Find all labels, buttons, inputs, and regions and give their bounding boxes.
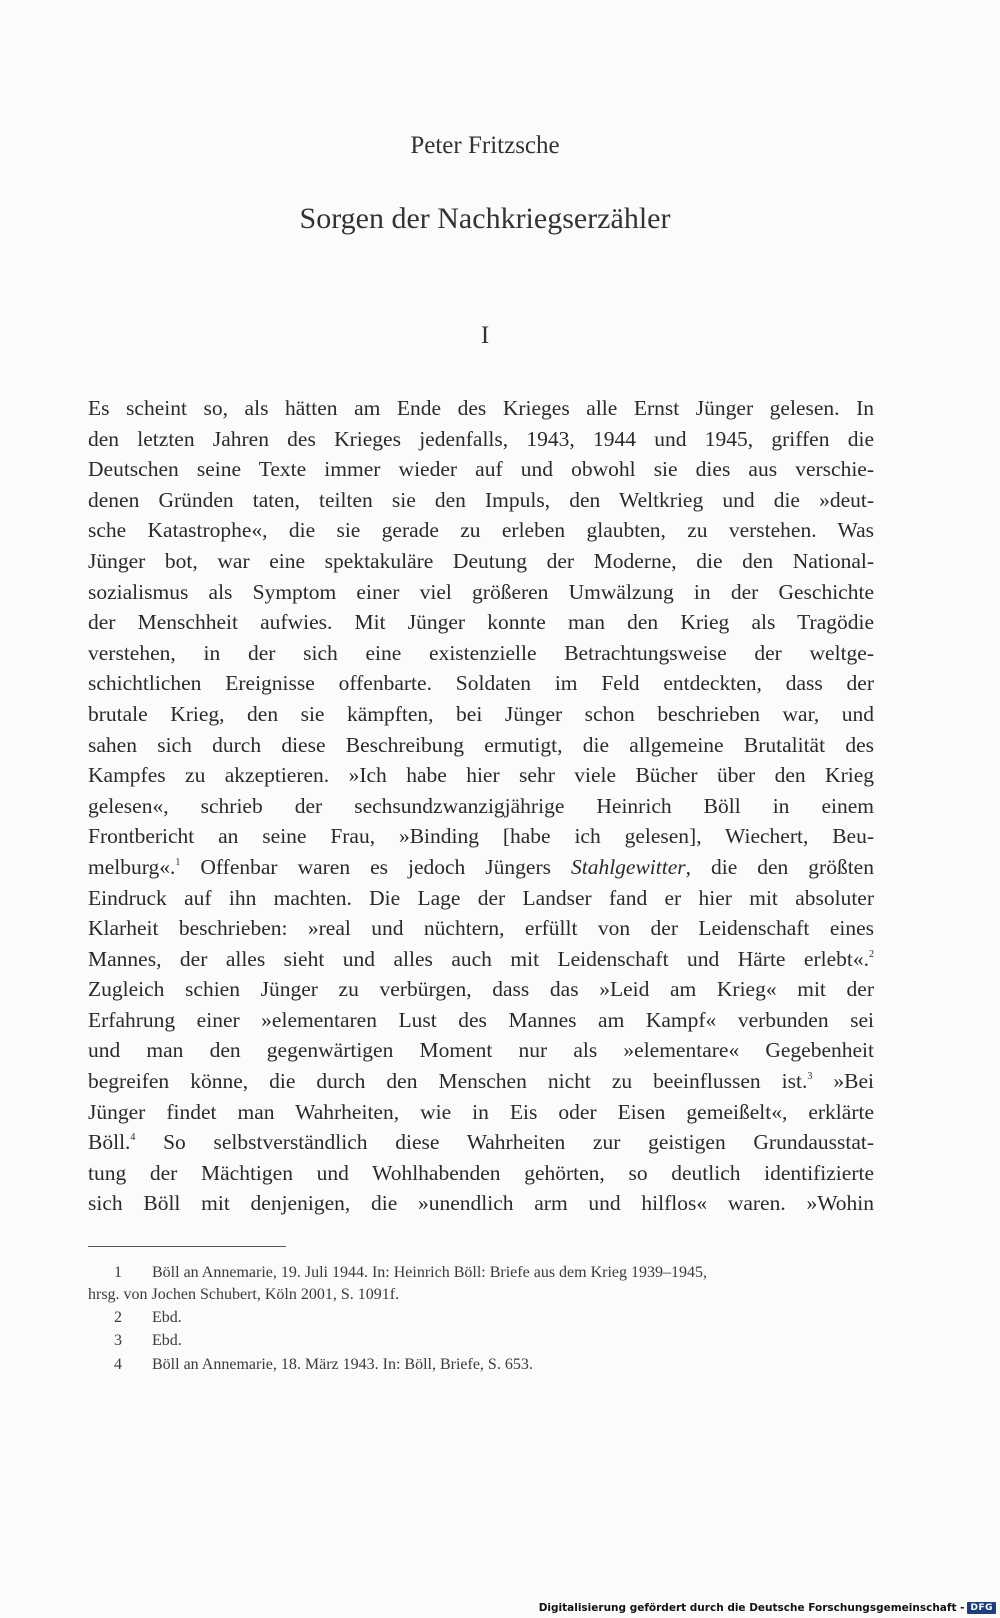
book-title: Stahlgewitter: [570, 854, 686, 879]
body-line: gelesen«, schrieb der sechsundzwanzigjährige Heinrich Böll in einem: [88, 793, 874, 818]
body-line: Böll.$^4$ So selbstverständlich diese Wahrheiten zur geistigen Grundausstat-: [88, 1130, 874, 1155]
credit-text: Digitalisierung gefördert durch die Deutsche Forschungsgemeinschaft -: [538, 1602, 965, 1614]
footnote-1-continuation: [88, 1284, 874, 1306]
body-line: der Menschheit aufwies. Mit Jünger konnte man den Krieg als Tragödie: [88, 610, 874, 635]
footnote-4: [88, 1354, 874, 1376]
body-line: begreifen könne, die durch den Menschen nicht zu beeinflussen ist.$^3$ »Bei: [88, 1069, 875, 1094]
body-line: und man den gegenwärtigen Moment nur als »elementare« Gegebenheit: [88, 1038, 874, 1063]
body-line: Frontbericht an seine Frau, »Binding [habe ich gelesen], Wiechert, Beu-: [88, 824, 874, 849]
digitization-credit: [539, 1602, 996, 1614]
body-line: Erfahrung einer »elementaren Lust des Mannes am Kampf« verbunden sei: [88, 1007, 874, 1032]
section-numeral: I: [480, 322, 490, 349]
footnote-3: [88, 1330, 874, 1352]
footnote-text: Ebd.: [152, 1332, 182, 1349]
body-line: Klarheit beschrieben: »real und nüchtern, erfüllt von der Leidenschaft eines: [88, 916, 874, 941]
body-line: tung der Mächtigen und Wohlhabenden gehörten, so deutlich identifizierte: [88, 1160, 874, 1185]
footnote-number: 2: [114, 1309, 122, 1326]
footnote-text: Böll an Annemarie, 19. Juli 1944. In: Heinrich Böll: Briefe aus dem Krieg 1939–1945,: [152, 1264, 708, 1281]
body-line: sozialismus als Symptom einer viel größeren Umwälzung in der Geschichte: [88, 579, 874, 604]
dfg-logo: DFG: [967, 1602, 996, 1614]
body-line: melburg«.$^1$ Offenbar waren es jedoch Jüngers Stahlgewitter, die den größten: [88, 854, 874, 879]
body-line: Eindruck auf ihn machten. Die Lage der Landser fand er hier mit absoluter: [88, 885, 874, 910]
body-line: schichtlichen Ereignisse offenbarte. Soldaten im Feld entdeckten, dass der: [88, 671, 874, 696]
body-line: Kampfes zu akzeptieren. »Ich habe hier sehr viele Bücher über den Krieg: [88, 763, 874, 788]
body-line: Jünger bot, war eine spektakuläre Deutung der Moderne, die den National-: [88, 548, 874, 573]
body-line: sche Katastrophe«, die sie gerade zu erleben glaubten, zu verstehen. Was: [88, 518, 874, 543]
author-name: Peter Fritzsche: [410, 132, 560, 159]
chapter-title: Sorgen der Nachkriegserzähler: [299, 202, 671, 235]
body-text: [88, 393, 874, 1219]
footnote-text: hrsg. von Jochen Schubert, Köln 2001, S. 1091f.: [88, 1286, 400, 1303]
body-line: brutale Krieg, den sie kämpften, bei Jünger schon beschrieben war, und: [88, 701, 874, 726]
body-line: sich Böll mit denjenigen, die »unendlich arm und hilflos« waren. »Wohin: [88, 1191, 874, 1216]
footnote-number: 3: [114, 1332, 122, 1349]
body-line: denen Gründen taten, teilten sie den Impuls, den Weltkrieg und die »deut-: [88, 487, 874, 512]
footnote-ref: 3: [807, 1071, 813, 1083]
body-line: Es scheint so, als hätten am Ende des Krieges alle Ernst Jünger gelesen. In: [88, 396, 874, 420]
footnote-text: Böll an Annemarie, 18. März 1943. In: Böll, Briefe, S. 653.: [152, 1356, 533, 1373]
footnote-ref: 2: [869, 948, 874, 960]
footnote-1: [88, 1262, 874, 1284]
footnote-divider: [88, 1246, 286, 1247]
body-line: verstehen, in der sich eine existenzielle Betrachtungsweise der weltge-: [88, 640, 874, 665]
body-line: den letzten Jahren des Krieges jedenfalls, 1943, 1944 und 1945, griffen die: [88, 426, 874, 451]
body-line: Zugleich schien Jünger zu verbürgen, dass das »Leid am Krieg« mit der: [88, 977, 874, 1002]
body-line: Jünger findet man Wahrheiten, wie in Eis oder Eisen gemeißelt«, erklärte: [88, 1099, 874, 1124]
footnote-ref: 4: [130, 1132, 136, 1144]
body-line: Mannes, der alles sieht und alles auch mit Leidenschaft und Härte erlebt«.$^2$: [88, 946, 874, 971]
footnote-text: Ebd.: [152, 1309, 182, 1326]
footnote-ref: 1: [175, 856, 181, 868]
footnote-2: [88, 1307, 874, 1329]
footnote-number: 1: [114, 1264, 122, 1281]
body-line: sahen sich durch diese Beschreibung ermutigt, die allgemeine Brutalität des: [88, 732, 874, 757]
footnote-number: 4: [114, 1356, 122, 1373]
body-line: Deutschen seine Texte immer wieder auf und obwohl sie dies aus verschie-: [88, 457, 874, 482]
